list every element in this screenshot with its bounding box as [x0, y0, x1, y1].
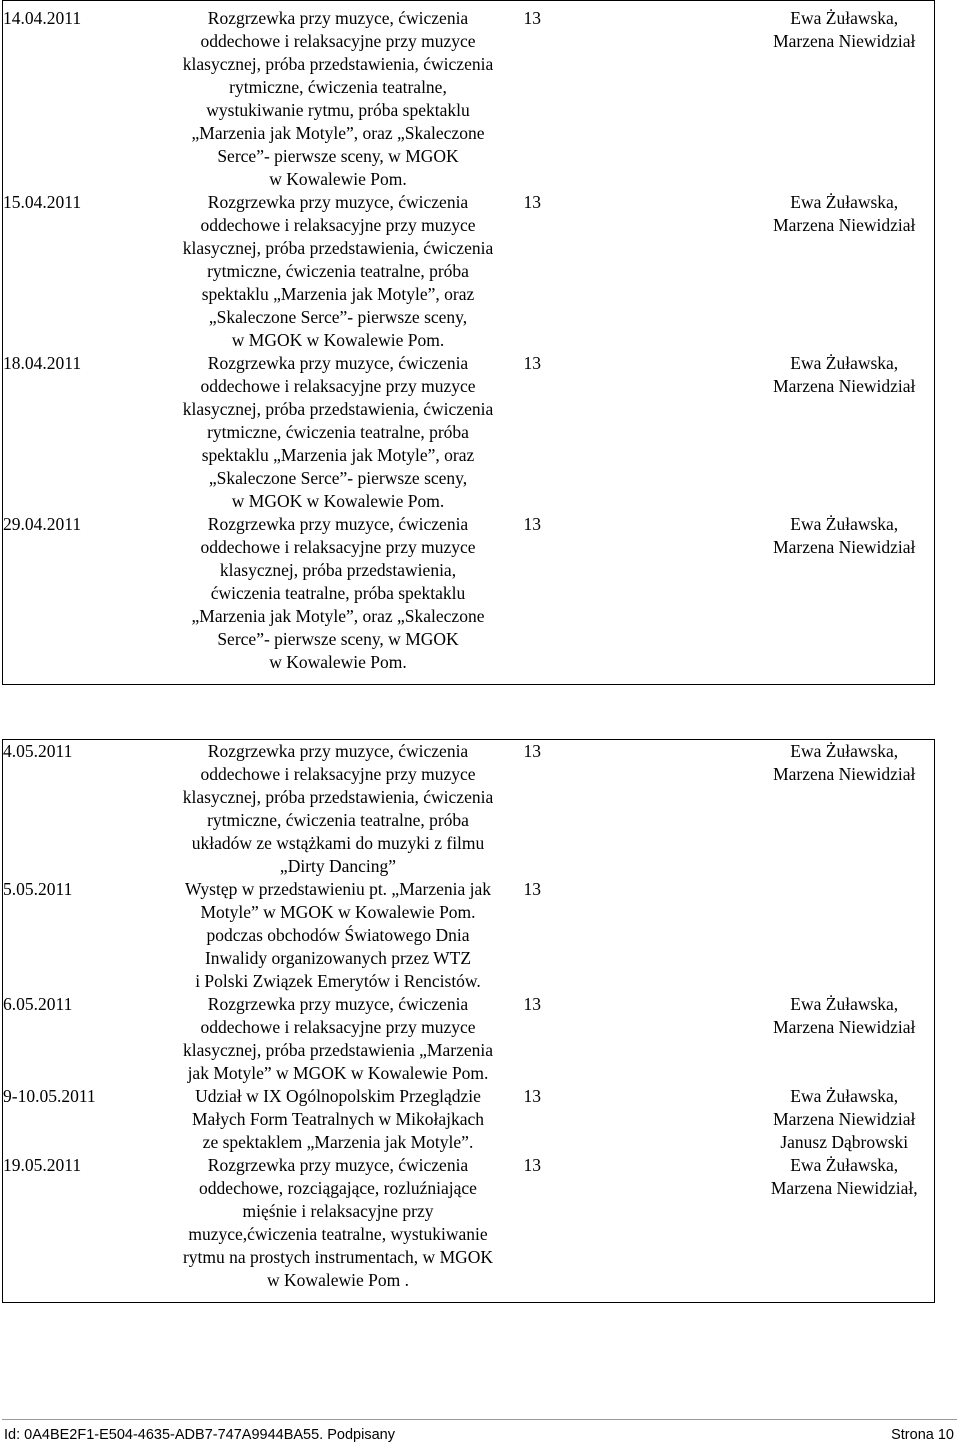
entry-description — [153, 878, 524, 993]
description-line: Serce”- pierwsze sceny, w MGOK — [217, 629, 459, 649]
entry-description — [153, 1, 524, 192]
entry-hours: 13 — [523, 879, 541, 899]
entry-instructors — [755, 513, 935, 685]
description-line: „Skaleczone Serce”- pierwsze sceny, — [208, 468, 468, 488]
instructor-name: Ewa Żuławska, — [790, 994, 899, 1014]
instructor-name: Marzena Niewidział — [773, 1017, 916, 1037]
entry-hours: 13 — [523, 994, 541, 1014]
description-line: „Marzenia jak Motyle”, oraz „Skaleczone — [191, 606, 485, 626]
entry-date: 18.04.2011 — [3, 353, 82, 373]
entry-hours: 13 — [523, 514, 541, 534]
footer-divider — [2, 1419, 957, 1420]
description-line: muzyce,ćwiczenia teatralne, wystukiwanie — [188, 1224, 488, 1244]
table-row — [3, 513, 935, 685]
description-line: klasycznej, próba przedstawienia, ćwiczenia — [182, 54, 494, 74]
instructor-name: Marzena Niewidział — [773, 376, 916, 396]
activity-table-april-body — [3, 1, 935, 685]
instructor-name: Marzena Niewidział — [773, 1109, 916, 1129]
description-line: w MGOK w Kowalewie Pom. — [231, 491, 445, 511]
entry-date: 29.04.2011 — [3, 514, 82, 534]
instructor-name: Marzena Niewidział — [773, 31, 916, 51]
entry-instructors — [755, 191, 935, 352]
description-line: rytmiczne, ćwiczenia teatralne, próba — [207, 810, 469, 830]
table-row — [3, 352, 935, 513]
description-line: ćwiczenia teatralne, próba spektaklu — [210, 583, 466, 603]
entry-hours: 13 — [523, 8, 541, 28]
entry-instructors — [755, 740, 935, 879]
entry-hours: 13 — [523, 192, 541, 212]
table-row — [3, 993, 935, 1085]
description-line: rytmu na prostych instrumentach, w MGOK — [182, 1247, 494, 1267]
instructor-name: Marzena Niewidział — [773, 764, 916, 784]
description-line: klasycznej, próba przedstawienia, ćwiczenia — [182, 238, 494, 258]
entry-description — [153, 740, 524, 879]
entry-date: 14.04.2011 — [3, 8, 82, 28]
description-line: Rozgrzewka przy muzyce, ćwiczenia — [207, 994, 469, 1014]
description-line: układów ze wstążkami do muzyki z filmu — [191, 833, 485, 853]
activity-table-may-body — [3, 740, 935, 1303]
table-row — [3, 1, 935, 192]
description-line: mięśnie i relaksacyjne przy — [242, 1201, 434, 1221]
description-line: Udział w IX Ogólnopolskim Przeglądzie — [195, 1086, 481, 1106]
entry-instructors — [755, 878, 935, 993]
page-number: Strona 10 — [891, 1427, 954, 1443]
entry-date: 15.04.2011 — [3, 192, 82, 212]
instructor-name: Ewa Żuławska, — [790, 1086, 899, 1106]
description-line: w Kowalewie Pom . — [267, 1270, 409, 1290]
description-line: „Skaleczone Serce”- pierwsze sceny, — [208, 307, 468, 327]
entry-description — [153, 513, 524, 685]
table-row — [3, 1154, 935, 1303]
instructor-name: Janusz Dąbrowski — [780, 1132, 909, 1152]
instructor-name: Ewa Żuławska, — [790, 353, 899, 373]
entry-hours: 13 — [523, 1155, 541, 1175]
description-line: wystukiwanie rytmu, próba spektaklu — [206, 100, 470, 120]
entry-description — [153, 1085, 524, 1154]
entry-date: 6.05.2011 — [3, 994, 73, 1014]
entry-description — [153, 191, 524, 352]
table-row — [3, 1085, 935, 1154]
description-line: klasycznej, próba przedstawienia „Marzenia — [183, 1040, 493, 1060]
description-line: Rozgrzewka przy muzyce, ćwiczenia — [207, 192, 469, 212]
entry-instructors — [755, 1154, 935, 1303]
entry-description — [153, 352, 524, 513]
activity-table-may — [2, 739, 935, 1303]
description-line: oddechowe i relaksacyjne przy muzyce — [200, 215, 476, 235]
description-line: w MGOK w Kowalewie Pom. — [231, 330, 445, 350]
entry-instructors — [755, 352, 935, 513]
description-line: oddechowe i relaksacyjne przy muzyce — [200, 1017, 476, 1037]
entry-hours: 13 — [523, 353, 541, 373]
entry-description — [153, 993, 524, 1085]
description-line: Małych Form Teatralnych w Mikołajkach — [192, 1109, 484, 1129]
description-line: Rozgrzewka przy muzyce, ćwiczenia — [207, 1155, 469, 1175]
entry-date: 9-10.05.2011 — [3, 1086, 96, 1106]
description-line: oddechowe i relaksacyjne przy muzyce — [200, 376, 476, 396]
description-line: Rozgrzewka przy muzyce, ćwiczenia — [207, 514, 469, 534]
description-line: Rozgrzewka przy muzyce, ćwiczenia — [207, 8, 469, 28]
entry-instructors — [755, 993, 935, 1085]
instructor-name: Ewa Żuławska, — [790, 741, 899, 761]
description-line: spektaklu „Marzenia jak Motyle”, oraz — [201, 445, 475, 465]
description-line: rytmiczne, ćwiczenia teatralne, próba — [207, 422, 469, 442]
entry-date: 5.05.2011 — [3, 879, 73, 899]
description-line: klasycznej, próba przedstawienia, ćwiczenia — [182, 787, 494, 807]
description-line: oddechowe, rozciągające, rozluźniające — [199, 1178, 477, 1198]
description-line: rytmiczne, ćwiczenia teatralne, — [229, 77, 447, 97]
instructor-name: Marzena Niewidział — [773, 537, 916, 557]
entry-hours: 13 — [523, 1086, 541, 1106]
instructor-name: Marzena Niewidział — [773, 215, 916, 235]
table-row — [3, 878, 935, 993]
description-line: klasycznej, próba przedstawienia, — [219, 560, 457, 580]
description-line: oddechowe i relaksacyjne przy muzyce — [200, 764, 476, 784]
description-line: Inwalidy organizowanych przez WTZ — [204, 948, 472, 968]
description-line: „Dirty Dancing” — [279, 856, 397, 876]
description-line: „Marzenia jak Motyle”, oraz „Skaleczone — [191, 123, 485, 143]
description-line: w Kowalewie Pom. — [269, 652, 407, 672]
instructor-name: Ewa Żuławska, — [790, 514, 899, 534]
entry-hours: 13 — [523, 741, 541, 761]
description-line: Motyle” w MGOK w Kowalewie Pom. — [200, 902, 476, 922]
description-line: podczas obchodów Światowego Dnia — [206, 925, 470, 945]
entry-instructors — [755, 1085, 935, 1154]
description-line: Serce”- pierwsze sceny, w MGOK — [217, 146, 459, 166]
table-row — [3, 740, 935, 879]
document-id: Id: 0A4BE2F1-E504-4635-ADB7-747A9944BA55. Podpisany — [4, 1427, 395, 1443]
entry-description — [153, 1154, 524, 1303]
description-line: ze spektaklem „Marzenia jak Motyle”. — [202, 1132, 474, 1152]
description-line: oddechowe i relaksacyjne przy muzyce — [200, 31, 476, 51]
instructor-name: Ewa Żuławska, — [790, 192, 899, 212]
description-line: w Kowalewie Pom. — [269, 169, 407, 189]
entry-date: 4.05.2011 — [3, 741, 73, 761]
description-line: Rozgrzewka przy muzyce, ćwiczenia — [207, 741, 469, 761]
description-line: spektaklu „Marzenia jak Motyle”, oraz — [201, 284, 475, 304]
instructor-name: Ewa Żuławska, — [790, 8, 899, 28]
description-line: klasycznej, próba przedstawienia, ćwiczenia — [182, 399, 494, 419]
description-line: Rozgrzewka przy muzyce, ćwiczenia — [207, 353, 469, 373]
description-line: oddechowe i relaksacyjne przy muzyce — [200, 537, 476, 557]
instructor-name: Marzena Niewidział, — [770, 1178, 918, 1198]
description-line: Występ w przedstawieniu pt. „Marzenia jak — [184, 879, 492, 899]
table-row — [3, 191, 935, 352]
description-line: rytmiczne, ćwiczenia teatralne, próba — [207, 261, 469, 281]
activity-table-april — [2, 0, 935, 685]
entry-date: 19.05.2011 — [3, 1155, 82, 1175]
description-line: i Polski Związek Emerytów i Rencistów. — [195, 971, 481, 991]
entry-instructors — [755, 1, 935, 192]
description-line: jak Motyle” w MGOK w Kowalewie Pom. — [187, 1063, 489, 1083]
instructor-name: Ewa Żuławska, — [790, 1155, 899, 1175]
